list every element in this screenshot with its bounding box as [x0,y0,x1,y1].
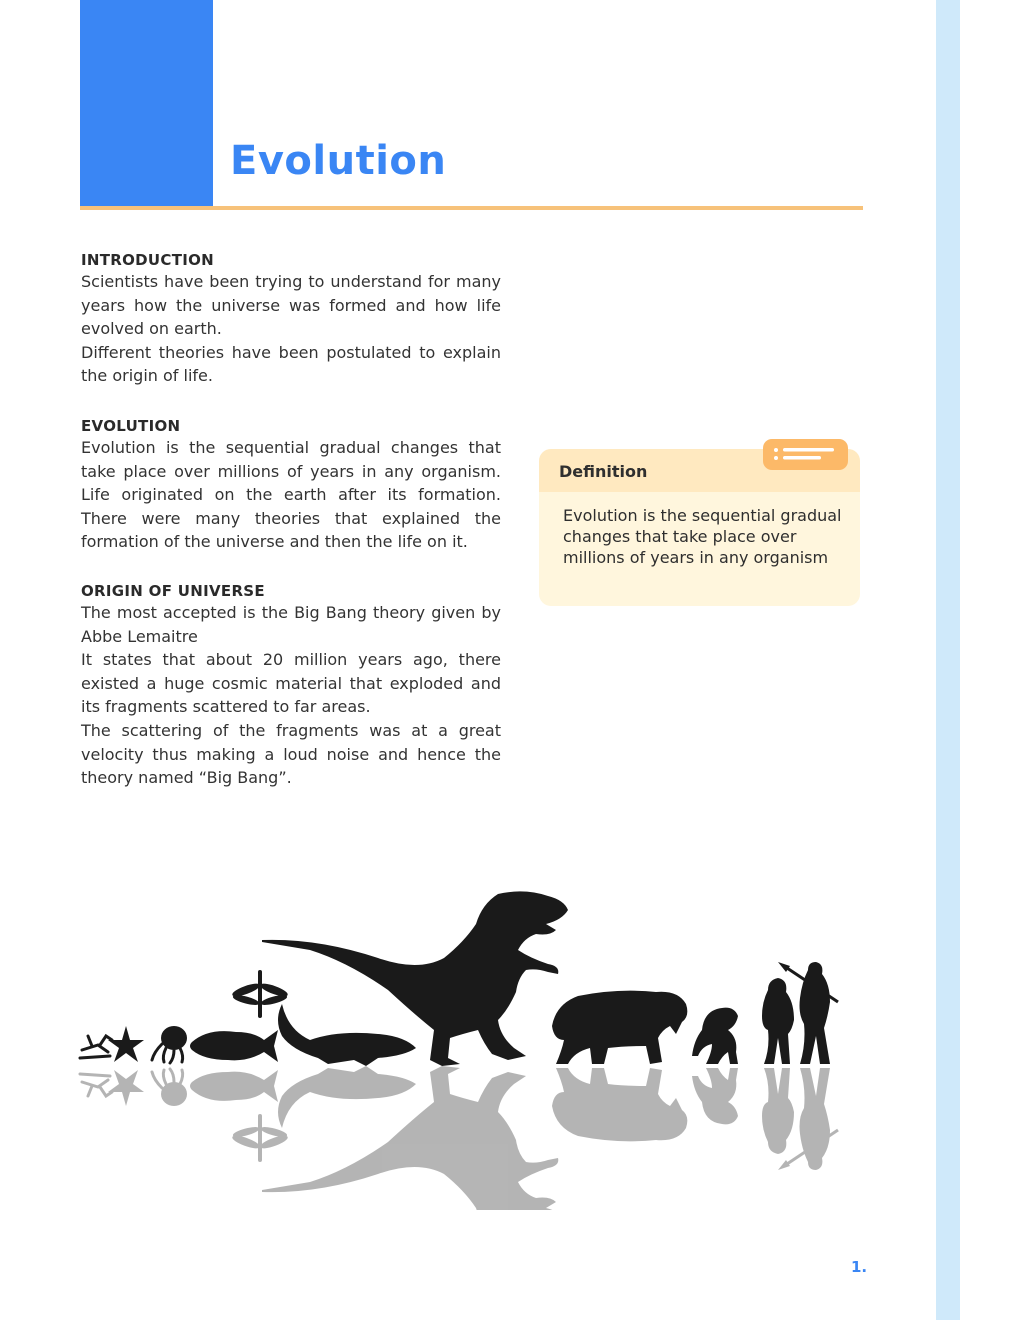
definition-card [539,449,860,606]
definition-title: Definition [559,462,648,481]
paragraph: Different theories have been postulated to explain the origin of life. [81,342,501,386]
side-strip [936,0,960,1320]
section-evolution [81,416,501,554]
title-underline [80,206,863,210]
definition-body: Evolution is the sequential gradual changes that take place over millions of years in any organism [563,506,842,567]
paragraph: Evolution is the sequential gradual changes that take place over millions of years in any organism. Life originated on the earth after its formation. There were many theories that explained the formation of the universe and then the life on it. [81,438,501,552]
paragraph: The scattering of the fragments was at a great velocity thus making a loud noise and hence the theory named “Big Bang”. [81,720,501,788]
section-introduction [81,250,501,388]
page-number: 1. [851,1258,868,1276]
section-heading: EVOLUTION [81,417,181,435]
section-heading: ORIGIN OF UNIVERSE [81,582,265,600]
page-title: Evolution [230,138,447,184]
paragraph: Scientists have been trying to understand for many years how the universe was formed and how life evolved on earth. [81,272,501,339]
paragraph: The most accepted is the Big Bang theory given by Abbe Lemaitre [81,603,501,646]
evolution-silhouettes [78,880,848,1210]
section-origin-of-universe [81,581,501,790]
section-heading: INTRODUCTION [81,251,215,269]
paragraph: It states that about 20 million years ago, there existed a huge cosmic material that exploded and its fragments scattered to far areas. [81,650,501,717]
note-lines-icon [763,439,848,470]
header-accent-block [80,0,213,206]
